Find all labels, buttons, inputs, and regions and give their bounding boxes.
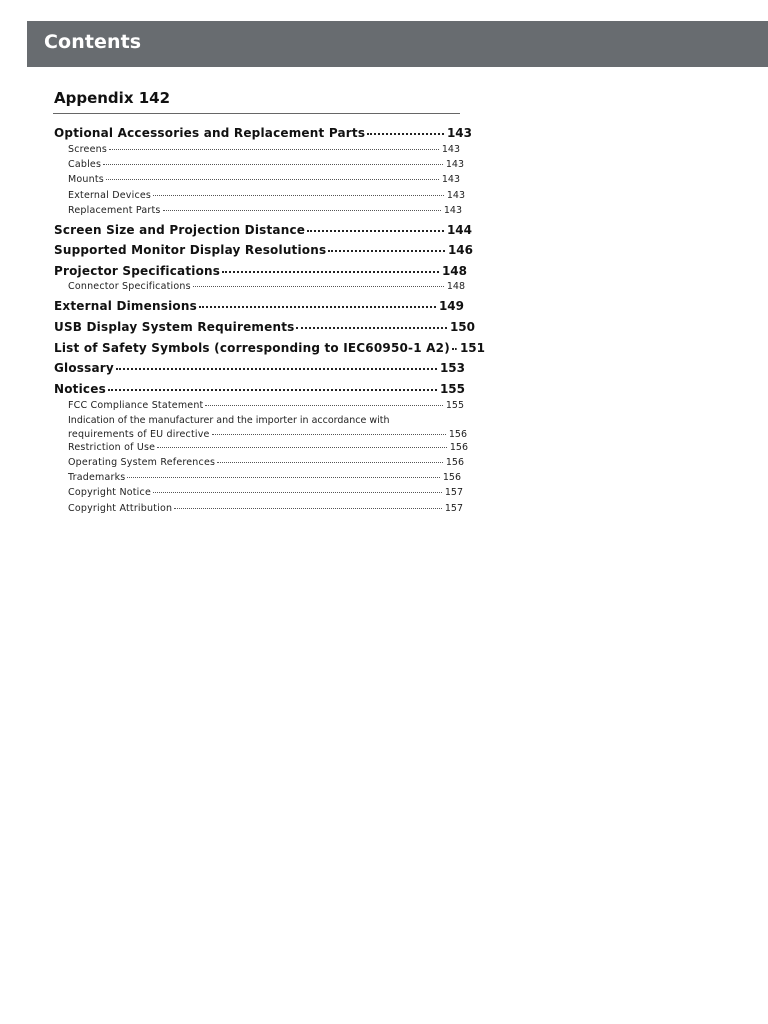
dot-leader	[108, 389, 437, 391]
toc-entry-manufacturer-indication[interactable]	[68, 414, 467, 442]
dot-leader	[328, 250, 445, 252]
toc-entry-fcc-compliance[interactable]	[68, 399, 464, 412]
dot-leader	[109, 149, 439, 150]
toc-page-number: 149	[438, 299, 464, 313]
toc-entry-external-dimensions[interactable]	[54, 298, 464, 314]
toc-page-number: 143	[443, 205, 462, 216]
page-title: Contents	[44, 31, 142, 53]
toc-entry-label-line1: Indication of the manufacturer and the importer in accordance with	[68, 415, 390, 426]
toc-page-number: 157	[444, 487, 463, 498]
toc-page-number: 156	[448, 429, 467, 440]
toc-page-number: 156	[445, 457, 464, 468]
toc-entry-label-line2-row	[68, 428, 467, 442]
toc-page-number: 148	[446, 281, 465, 292]
toc-entry-label: Screens	[68, 144, 108, 155]
toc-entry-label: Glossary	[54, 361, 114, 375]
toc-entry-label: External Dimensions	[54, 299, 197, 313]
dot-leader	[367, 133, 444, 135]
toc-entry-optional-accessories[interactable]	[54, 125, 472, 141]
toc-entry-label: External Devices	[68, 190, 152, 201]
toc-entry-label: Optional Accessories and Replacement Parts	[54, 126, 366, 140]
toc-entry-label: Replacement Parts	[68, 205, 161, 216]
toc-page-number: 156	[449, 442, 468, 453]
toc-page-number: 155	[439, 382, 465, 396]
toc-entry-usb-display[interactable]	[54, 319, 475, 335]
dot-leader	[106, 179, 439, 180]
dot-leader	[212, 434, 446, 435]
toc-page-number: 155	[445, 400, 464, 411]
toc-page-number: 153	[439, 361, 465, 375]
toc-entry-label: Mounts	[68, 174, 104, 185]
toc-entry-label: FCC Compliance Statement	[68, 400, 204, 411]
toc-entry-screen-size[interactable]	[54, 222, 472, 238]
toc-entry-label: Cables	[68, 159, 102, 170]
dot-leader	[127, 477, 439, 478]
dot-leader	[199, 306, 436, 308]
toc-entry-label: Notices	[54, 382, 106, 396]
toc-page-number: 157	[444, 503, 463, 514]
toc-entry-safety-symbols[interactable]	[54, 340, 485, 356]
toc-entry-copyright-attribution[interactable]	[68, 502, 463, 515]
toc-entry-cables[interactable]	[68, 158, 464, 171]
dot-leader	[157, 447, 447, 448]
toc-entry-trademarks[interactable]	[68, 471, 461, 484]
toc-page-number: 156	[442, 472, 461, 483]
toc-entry-label: Supported Monitor Display Resolutions	[54, 243, 327, 257]
toc-entry-label: Copyright Notice	[68, 487, 151, 498]
toc-entry-operating-system-references[interactable]	[68, 456, 464, 469]
toc-page-number: 143	[445, 159, 464, 170]
toc-entry-projector-specifications[interactable]	[54, 263, 467, 279]
toc-entry-label: List of Safety Symbols (corresponding to IEC60950-1 A2)	[54, 341, 450, 355]
dot-leader	[307, 230, 444, 232]
dot-leader	[153, 492, 442, 493]
toc-entry-label: Projector Specifications	[54, 264, 221, 278]
toc-page-number: 150	[449, 320, 475, 334]
dot-leader	[174, 508, 442, 509]
toc-page-number: 144	[446, 223, 472, 237]
toc-entry-supported-resolutions[interactable]	[54, 242, 473, 258]
section-title: Appendix 142	[54, 89, 171, 107]
toc-entry-restriction-of-use[interactable]	[68, 441, 468, 454]
toc-entry-glossary[interactable]	[54, 360, 465, 376]
dot-leader	[116, 368, 437, 370]
toc-entry-mounts[interactable]	[68, 173, 460, 186]
toc-entry-replacement-parts[interactable]	[68, 204, 462, 217]
dot-leader	[452, 348, 457, 350]
toc-entry-connector-specifications[interactable]	[68, 280, 465, 293]
toc-page-number: 143	[446, 126, 472, 140]
toc-entry-label: USB Display System Requirements	[54, 320, 295, 334]
dot-leader	[296, 327, 446, 329]
toc-entry-label: Screen Size and Projection Distance	[54, 223, 306, 237]
toc-page-number: 151	[459, 341, 485, 355]
toc-page-number: 146	[447, 243, 473, 257]
toc-entry-copyright-notice[interactable]	[68, 486, 463, 499]
dot-leader	[103, 164, 443, 165]
toc-entry-external-devices[interactable]	[68, 189, 465, 202]
toc-entry-label-line2: requirements of EU directive	[68, 429, 210, 440]
dot-leader	[205, 405, 442, 406]
toc-page-number: 143	[441, 174, 460, 185]
dot-leader	[163, 210, 441, 211]
toc-page-number: 143	[441, 144, 460, 155]
toc-entry-notices[interactable]	[54, 381, 465, 397]
toc-entry-label: Copyright Attribution	[68, 503, 173, 514]
dot-leader	[153, 195, 444, 196]
dot-leader	[193, 286, 444, 287]
toc-page-number: 143	[446, 190, 465, 201]
toc-page-number: 148	[441, 264, 467, 278]
toc-entry-screens[interactable]	[68, 143, 460, 156]
toc-entry-label: Connector Specifications	[68, 281, 191, 292]
dot-leader	[217, 462, 443, 463]
toc-entry-label: Operating System References	[68, 457, 216, 468]
dot-leader	[222, 271, 439, 273]
toc-entry-label: Trademarks	[68, 472, 126, 483]
toc-entry-label: Restriction of Use	[68, 442, 156, 453]
